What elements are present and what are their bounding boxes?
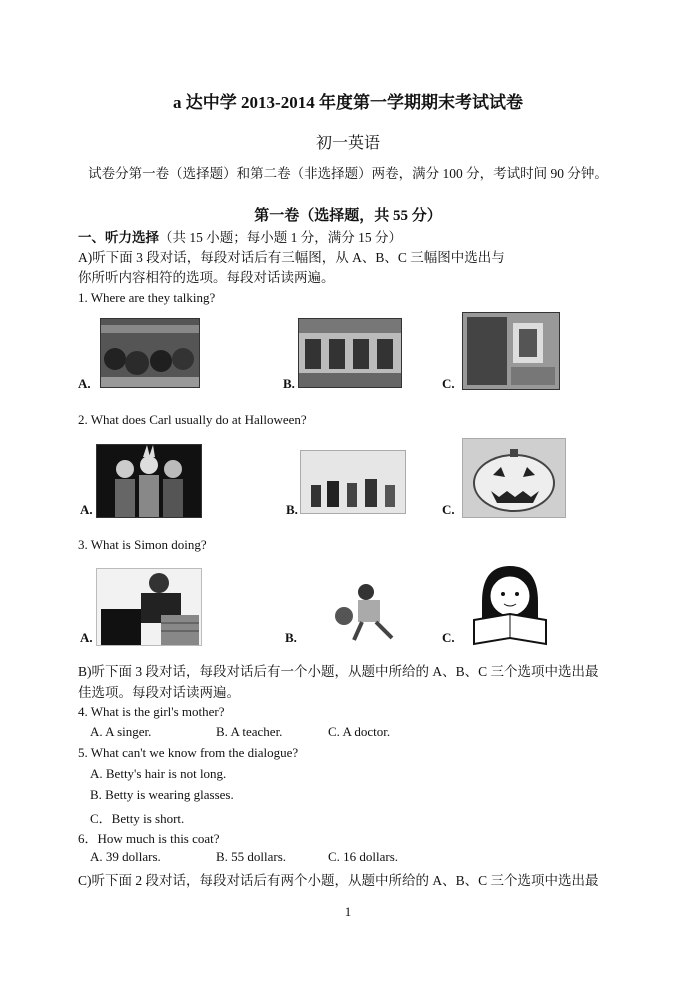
- q2-picture-a: [96, 444, 202, 518]
- page-number: 1: [344, 904, 352, 919]
- q2-picture-c: [462, 438, 566, 518]
- q5-option-b: B. Betty is wearing glasses.: [90, 787, 234, 802]
- q2-label-a: A.: [80, 502, 93, 517]
- part-b-instruction-1: B)听下面 3 段对话，每段对话后有一个小题，从题中所给的 A、B、C 三个选项中选出最: [78, 664, 599, 679]
- q3-label-b: B.: [285, 630, 297, 645]
- q1-picture-a: [100, 318, 200, 388]
- q5-option-a: A. Betty's hair is not long.: [90, 766, 227, 781]
- q5-option-c: C．Betty is short.: [90, 811, 185, 826]
- question-3: 3. What is Simon doing?: [78, 537, 207, 552]
- q2-picture-b: [300, 450, 406, 514]
- building-image: [299, 319, 401, 387]
- q1-picture-b: [298, 318, 402, 388]
- q4-option-c: C. A doctor.: [328, 724, 391, 739]
- part-a-instruction-2: 你所听内容相符的选项。每段对话读两遍。: [78, 270, 335, 285]
- question-5: 5. What can't we know from the dialogue?: [78, 745, 299, 760]
- exam-intro: 试卷分第一卷（选择题）和第二卷（非选择题）两卷，满分 100 分，考试时间 90 分钟。: [88, 166, 608, 181]
- subject-title: 初一英语: [315, 135, 380, 152]
- q6-option-c: C. 16 dollars.: [328, 849, 399, 864]
- market-shelves-image: [101, 319, 199, 387]
- question-2: 2. What does Carl usually do at Halloween?: [78, 412, 307, 427]
- question-6: 6．How much is this coat?: [78, 831, 220, 846]
- q3-picture-a: [96, 568, 202, 646]
- part-a-instruction-1: A)听下面 3 段对话，每段对话后有三幅图，从 A、B、C 三幅图中选出与: [78, 250, 505, 265]
- question-1: 1. Where are they talking?: [78, 290, 216, 305]
- q4-option-b: B. A teacher.: [216, 724, 283, 739]
- boy-playing-basketball-image: [296, 568, 416, 644]
- part-b-instruction-2: 佳选项。每段对话读两遍。: [78, 685, 240, 700]
- street-crowd-image: [301, 451, 405, 513]
- jack-o-lantern-image: [463, 439, 565, 517]
- q1-label-a: A.: [78, 376, 91, 391]
- boy-with-clothes-image: [97, 569, 201, 645]
- exam-title: a 达中学 2013-2014 年度第一学期期末考试试卷: [173, 93, 523, 112]
- q4-option-a: A. A singer.: [90, 724, 152, 739]
- girl-reading-book-image: [468, 562, 552, 646]
- part-c-instruction-1: C)听下面 2 段对话，每段对话后有两个小题，从题中所给的 A、B、C 三个选项中选出最: [78, 873, 599, 888]
- q1-picture-c: [462, 312, 560, 390]
- section-heading-bold: 一、听力选择: [78, 230, 159, 245]
- q6-option-b: B. 55 dollars.: [216, 849, 287, 864]
- q3-label-a: A.: [80, 630, 93, 645]
- costume-party-image: [97, 445, 201, 517]
- q1-label-c: C.: [442, 376, 455, 391]
- q6-option-a: A. 39 dollars.: [90, 849, 161, 864]
- section-heading: [78, 226, 402, 246]
- q3-picture-c: [468, 562, 552, 646]
- q3-label-c: C.: [442, 630, 455, 645]
- shop-interior-image: [463, 313, 559, 389]
- q1-label-b: B.: [283, 376, 295, 391]
- volume-title: 第一卷（选择题，共 55 分）: [254, 208, 442, 224]
- q3-picture-b: [296, 568, 416, 644]
- section-heading-rest: （共 15 小题；每小题 1 分，满分 15 分）: [159, 230, 402, 245]
- q2-label-b: B.: [286, 502, 298, 517]
- question-4: 4. What is the girl's mother?: [78, 704, 225, 719]
- q2-label-c: C.: [442, 502, 455, 517]
